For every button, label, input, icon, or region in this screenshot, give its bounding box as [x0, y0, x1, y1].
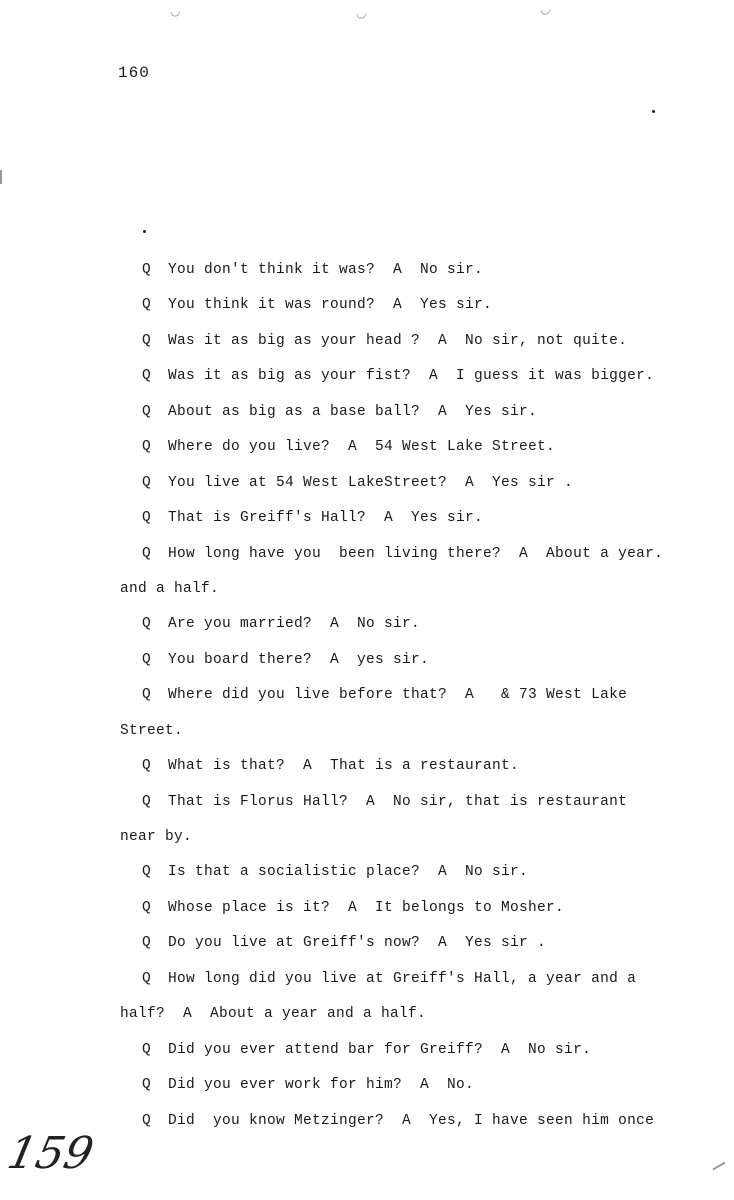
question-marker: Q — [142, 1041, 152, 1058]
line-text: That is Greiff's Hall? A Yes sir. — [168, 510, 484, 527]
question-line — [0, 643, 734, 678]
answer-continuation-line — [0, 997, 734, 1032]
question-marker: Q — [142, 970, 152, 987]
question-marker: Q — [142, 545, 152, 562]
question-line — [0, 962, 734, 997]
question-marker: Q — [142, 899, 152, 916]
answer-continuation-line — [0, 820, 734, 855]
question-line — [0, 253, 734, 288]
question-marker: Q — [142, 262, 152, 278]
question-line — [0, 466, 734, 501]
line-text: Whose place is it? A It belongs to Mosher. — [168, 899, 565, 916]
question-line — [0, 537, 734, 572]
line-text: How long have you been living there? A About a year. — [168, 545, 664, 562]
question-line — [0, 678, 734, 713]
line-text: Do you live at Greiff's now? A Yes sir . — [168, 935, 547, 952]
line-text: Where do you live? A 54 West Lake Street. — [168, 439, 556, 456]
line-text: Did you know Metzinger? A Yes, I have seen him once — [168, 1112, 655, 1129]
question-marker: Q — [142, 297, 152, 314]
question-marker: Q — [142, 332, 152, 349]
answer-continuation-line — [0, 572, 734, 607]
line-text: and a half. — [120, 580, 220, 597]
binding-mark-left: ◡ — [170, 4, 181, 18]
question-line — [0, 430, 734, 465]
binding-mark-right: ◡ — [540, 2, 551, 16]
question-marker: Q — [142, 1077, 152, 1094]
question-marker: Q — [142, 510, 152, 527]
line-text: You think it was round? A Yes sir. — [168, 297, 493, 314]
line-text: Is that a socialistic place? A No sir. — [168, 864, 529, 881]
question-marker: Q — [142, 403, 152, 420]
ink-dot — [652, 110, 655, 113]
question-line — [0, 501, 734, 536]
line-text: You don't think it was? A No sir. — [168, 262, 484, 278]
transcript-body — [0, 253, 734, 1139]
answer-continuation-line — [0, 714, 734, 749]
question-line — [0, 1104, 734, 1139]
question-line — [0, 855, 734, 890]
line-text: Did you ever attend bar for Greiff? A No sir. — [168, 1041, 592, 1058]
page-number: 160 — [118, 64, 150, 82]
question-line — [0, 749, 734, 784]
question-line — [0, 288, 734, 323]
line-text: near by. — [120, 829, 193, 845]
question-marker: Q — [142, 616, 152, 633]
question-marker: Q — [142, 474, 152, 491]
question-line — [0, 891, 734, 926]
question-marker: Q — [142, 439, 152, 456]
ink-dot — [143, 230, 146, 233]
svg-text:159: 159 — [3, 1128, 98, 1179]
question-marker: Q — [142, 793, 152, 810]
line-text: You board there? A yes sir. — [168, 651, 430, 668]
line-text: Where did you live before that? A & 73 West Lake — [168, 687, 628, 704]
line-text: Are you married? A No sir. — [168, 616, 421, 633]
question-line — [0, 926, 734, 961]
question-marker: Q — [142, 864, 152, 881]
question-line — [0, 1033, 734, 1068]
edge-mark — [712, 1162, 725, 1171]
question-marker: Q — [142, 687, 152, 704]
question-line — [0, 359, 734, 394]
line-text: Was it as big as your fist? A I guess it was bigger. — [168, 368, 655, 385]
question-line — [0, 607, 734, 642]
line-text: Street. — [120, 722, 184, 739]
line-text: What is that? A That is a restaurant. — [168, 758, 520, 775]
question-line — [0, 785, 734, 820]
line-text: That is Florus Hall? A No sir, that is restaurant — [168, 793, 628, 810]
question-marker: Q — [142, 758, 152, 775]
handwritten-folio-number — [3, 1118, 98, 1182]
question-marker: Q — [142, 935, 152, 952]
question-marker: Q — [142, 1112, 152, 1129]
question-line — [0, 324, 734, 359]
question-line — [0, 1068, 734, 1103]
line-text: half? A About a year and a half. — [120, 1006, 427, 1023]
line-text: Was it as big as your head ? A No sir, not quite. — [168, 332, 628, 349]
line-text: About as big as a base ball? A Yes sir. — [168, 403, 538, 420]
question-line — [0, 395, 734, 430]
question-marker: Q — [142, 651, 152, 668]
line-text: Did you ever work for him? A No. — [168, 1077, 475, 1094]
question-marker: Q — [142, 368, 152, 385]
binding-mark-center: ◡ — [356, 6, 367, 20]
edge-mark — [0, 170, 2, 184]
line-text: You live at 54 West LakeStreet? A Yes sir . — [168, 474, 574, 491]
line-text: How long did you live at Greiff's Hall, a year and a — [168, 970, 637, 987]
